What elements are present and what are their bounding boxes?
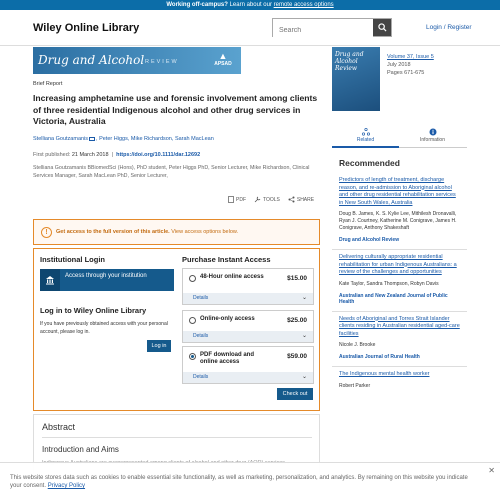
issue-info bbox=[387, 53, 434, 77]
article-title: Increasing amphetamine use and forensic involvement among clients of three residential Indigenous alcohol and other drug services in Victoria, Australia bbox=[33, 93, 318, 126]
publication-info: First published: 21 March 2018 | https://doi.org/10.1111/dar.12692 bbox=[33, 152, 201, 158]
purchase-option-online[interactable] bbox=[182, 310, 314, 343]
recommended-article-link[interactable]: Needs of Aboriginal and Torres Strait Islander clients residing in Australian residential aged-care facilities bbox=[339, 315, 460, 337]
access-notice bbox=[33, 219, 320, 245]
recommended-title: Recommended bbox=[339, 158, 400, 168]
remote-access-link[interactable]: remote access options bbox=[273, 2, 334, 8]
tools-button[interactable]: TOOLS bbox=[254, 196, 280, 203]
option-label: 48-Hour online access bbox=[200, 274, 264, 280]
issue-date: July 2018 bbox=[387, 62, 411, 68]
divider bbox=[42, 437, 312, 438]
apsad-logo: ▲ APSAD bbox=[210, 51, 236, 70]
list-item bbox=[332, 367, 467, 394]
author-list: Stelliana Goutzamanis , Peter Higgs, Mike Richardson, Sarah MacLean bbox=[33, 136, 214, 142]
related-icon bbox=[362, 128, 370, 136]
off-campus-label: Working off-campus? bbox=[166, 2, 228, 8]
details-toggle[interactable]: Details ⌄ bbox=[183, 372, 313, 383]
option-label: PDF download and online access bbox=[200, 352, 254, 365]
recommended-list bbox=[332, 173, 467, 394]
affiliations: Stelliana Goutzamanis BBiomedSci (Hons), PhD student, Peter Higgs PhD, Senior Lecturer, Mike Richardson, Clinical Services Manager, Sarah MacLean PhD, Senior Lecturer, bbox=[33, 165, 310, 179]
login-register-link[interactable]: Login / Register bbox=[426, 24, 472, 31]
institution-access-button[interactable] bbox=[40, 269, 174, 291]
search-button[interactable] bbox=[373, 19, 391, 36]
search-box bbox=[272, 18, 392, 37]
banner-review: REVIEW bbox=[145, 59, 179, 65]
recommended-journal[interactable]: Australian and New Zealand Journal of Public Health bbox=[339, 292, 448, 305]
recommended-article-link[interactable]: Delivering culturally appropriate residential rehabilitation for urban Indigenous Australians: a review of the challenges and opportunities bbox=[339, 254, 457, 275]
details-toggle[interactable]: Details ⌄ bbox=[183, 293, 313, 304]
site-header bbox=[0, 10, 500, 46]
cover-title: Drug and Alcohol Review bbox=[335, 51, 364, 72]
chevron-down-icon: ⌄ bbox=[301, 374, 307, 380]
recommended-article-link[interactable]: The Indigenous mental health worker bbox=[339, 371, 430, 377]
pdf-icon bbox=[228, 196, 234, 203]
access-panel bbox=[33, 248, 320, 411]
institution-icon bbox=[40, 269, 60, 291]
radio-button[interactable] bbox=[189, 317, 196, 324]
log-in-button[interactable]: Log in bbox=[147, 340, 171, 352]
intro-title: Introduction and Aims bbox=[42, 445, 119, 454]
info-circle-icon bbox=[429, 128, 437, 136]
close-icon[interactable]: ✕ bbox=[488, 466, 495, 475]
volume-link[interactable]: Volume 37, Issue 5 bbox=[387, 54, 434, 60]
share-button[interactable]: SHARE bbox=[288, 196, 314, 203]
author-link[interactable]: Sarah MacLean bbox=[174, 136, 214, 142]
recommended-authors: Nicole J. Brooke bbox=[339, 342, 376, 348]
sidebar-tabs bbox=[332, 126, 467, 148]
published-date: 21 March 2018 bbox=[71, 152, 109, 158]
recommended-authors: Doug B. James, K. S. Kylie Lee, Mithilesh Dronavalli, Ryan J. Courtney, Katherine M. Conigrave, James H. Conigrave, Anthony Shakeshaft bbox=[339, 211, 457, 231]
author-link[interactable]: Peter Higgs bbox=[99, 136, 128, 142]
recommended-article-link[interactable]: Predictors of length of treatment, discharge reason, and re-admission to Aboriginal alcohol and other drug residential rehabilitation services in New South Wales, Australia bbox=[339, 177, 456, 206]
list-item bbox=[332, 312, 467, 368]
chevron-down-icon: ⌄ bbox=[301, 295, 307, 301]
option-price: $59.00 bbox=[287, 353, 307, 360]
details-toggle[interactable]: Details ⌄ bbox=[183, 331, 313, 342]
institution-button-label: Access through your institution bbox=[65, 273, 147, 279]
tab-information[interactable]: Information bbox=[399, 126, 466, 148]
cookie-text: This website stores data such as cookies to enable essential site functionality, as well as marketing, personalization, and analytics. By remaining on this website you indicate your consent. Privacy Policy bbox=[10, 475, 468, 489]
article-tools bbox=[228, 196, 314, 203]
chevron-down-icon: ⌄ bbox=[301, 333, 307, 339]
pdf-button[interactable]: PDF bbox=[228, 196, 246, 203]
option-price: $25.00 bbox=[287, 317, 307, 324]
doi-link[interactable]: https://doi.org/10.1111/dar.12692 bbox=[116, 152, 201, 158]
privacy-policy-link[interactable]: Privacy Policy bbox=[47, 483, 86, 489]
purchase-option-48hour[interactable] bbox=[182, 268, 314, 305]
banner-title: Drug and Alcohol bbox=[38, 53, 145, 67]
abstract-title: Abstract bbox=[42, 422, 76, 432]
apsad-mark-icon: ▲ bbox=[218, 51, 228, 61]
site-logo[interactable]: Wiley Online Library bbox=[33, 22, 140, 34]
recommended-authors: Robert Parker bbox=[339, 382, 371, 389]
issue-pages: Pages 671-675 bbox=[387, 70, 425, 76]
wrench-icon bbox=[254, 196, 261, 203]
access-message: Get access to the full version of this article. bbox=[56, 229, 170, 235]
remote-access-bar bbox=[0, 0, 500, 10]
journal-banner[interactable] bbox=[33, 47, 241, 74]
recommended-journal[interactable]: Australian Journal of Rural Health bbox=[339, 354, 420, 360]
share-icon bbox=[288, 196, 295, 203]
article-type: Brief Report bbox=[33, 81, 63, 87]
option-label: Online-only access bbox=[200, 316, 255, 322]
purchase-title: Purchase Instant Access bbox=[182, 255, 271, 264]
purchase-option-pdf[interactable] bbox=[182, 346, 314, 384]
tab-related[interactable]: Related bbox=[332, 126, 399, 148]
option-price: $15.00 bbox=[287, 275, 307, 282]
radio-button[interactable] bbox=[189, 275, 196, 282]
search-icon bbox=[378, 23, 387, 32]
wol-login-text: If you have previously obtained access with your personal account, please log in. bbox=[40, 321, 168, 335]
access-options-link[interactable]: View access options below. bbox=[171, 229, 239, 235]
list-item bbox=[332, 250, 467, 312]
recommended-journal[interactable]: Drug and Alcohol Review bbox=[339, 237, 400, 243]
info-icon: ! bbox=[41, 227, 52, 238]
checkout-button[interactable]: Check out bbox=[277, 388, 313, 400]
author-link[interactable]: Stelliana Goutzamanis bbox=[33, 136, 89, 142]
email-icon[interactable] bbox=[89, 137, 95, 141]
institutional-login-title: Institutional Login bbox=[40, 255, 105, 264]
search-input[interactable] bbox=[273, 22, 373, 39]
learn-text: Learn about our bbox=[229, 2, 272, 8]
author-link[interactable]: Mike Richardson bbox=[130, 136, 172, 142]
recommended-authors: Kate Taylor, Sandra Thompson, Robyn Davis bbox=[339, 280, 439, 287]
list-item bbox=[332, 173, 467, 250]
radio-button-selected[interactable] bbox=[189, 353, 196, 360]
wol-login-title: Log in to Wiley Online Library bbox=[40, 306, 147, 315]
journal-cover[interactable] bbox=[332, 47, 380, 111]
cookie-banner bbox=[0, 462, 500, 500]
